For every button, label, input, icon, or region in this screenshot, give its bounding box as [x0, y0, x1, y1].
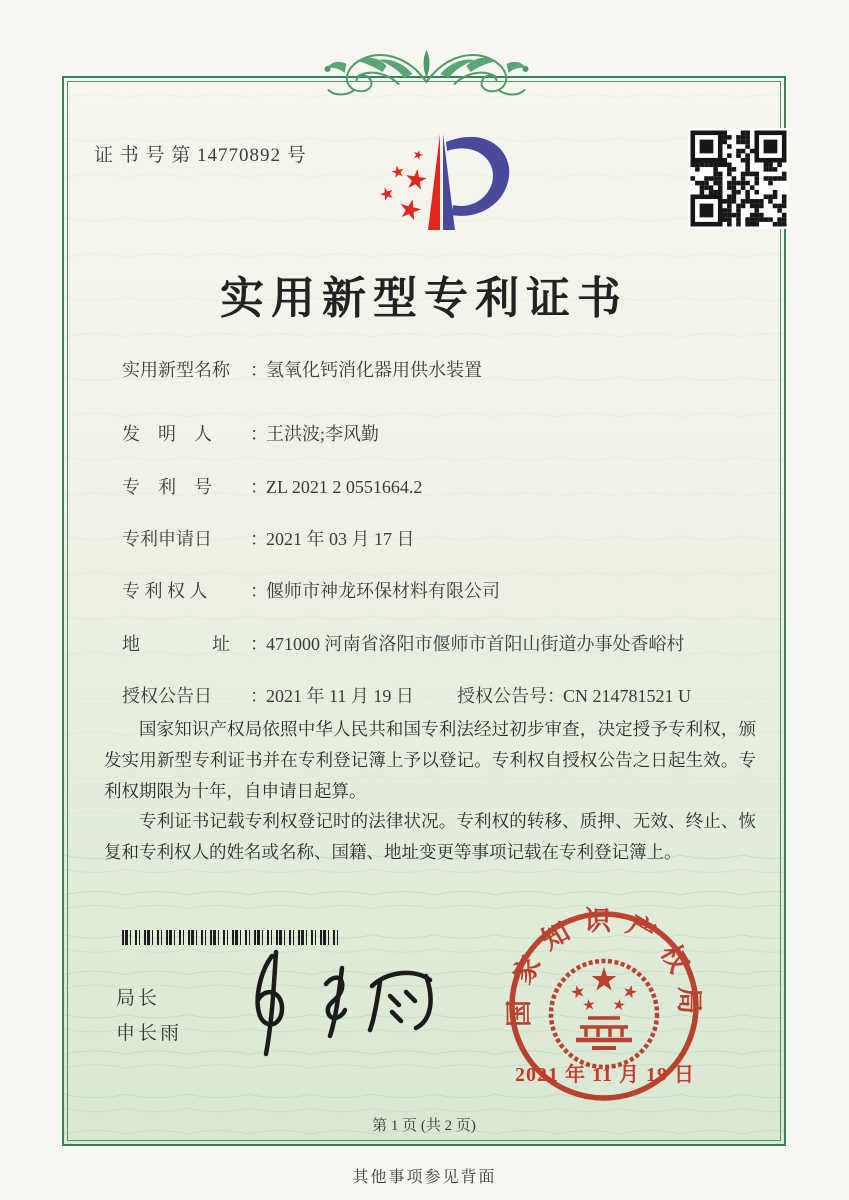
field-row-name — [122, 358, 754, 383]
back-note: 其他事项参见背面 — [352, 1169, 497, 1186]
qr-code-icon — [688, 128, 789, 229]
director-signature-icon — [214, 944, 464, 1064]
cnipa-logo-icon — [342, 122, 542, 254]
field-row-grant-date — [122, 684, 754, 709]
field-value: 2021 年 11 月 19 日 — [266, 686, 414, 706]
field-label: 专 利 号 — [122, 477, 212, 497]
legal-paragraph-2: 专利证书记载专利权登记时的法律状况。专利权的转移、质押、无效、终止、恢复和专利权人的姓名或名称、国籍、地址变更等事项记载在专利登记簿上。 — [104, 811, 756, 863]
field-colon: ： — [250, 686, 268, 706]
barcode-icon — [122, 930, 342, 945]
field-row-address — [122, 632, 754, 657]
field-label: 发 明 人 — [122, 424, 212, 444]
director-block — [116, 981, 182, 1051]
field-row-patent-no — [122, 475, 754, 500]
legal-text-block — [104, 714, 756, 868]
field-label: 实用新型名称 — [122, 360, 230, 380]
certificate-content — [64, 78, 784, 1144]
field-label: 地 址 — [122, 634, 230, 654]
national-emblem-icon — [551, 961, 657, 1067]
certificate-title: 实用新型专利证书 — [220, 274, 628, 323]
field-row-patentee — [122, 579, 754, 604]
seal-text: 国家知识产权局 — [504, 906, 704, 1028]
field-label: 专 利 权 人 — [122, 581, 208, 601]
field-label: 授权公告日 — [122, 686, 212, 706]
field-colon: ： — [547, 686, 565, 706]
seal-date: 2021 年 11 月 19 日 — [515, 1064, 695, 1086]
field-colon: ： — [250, 529, 268, 549]
certificate-number: 证 书 号 第 14770892 号 — [94, 145, 307, 166]
field-label: 授权公告号 — [457, 686, 547, 706]
svg-text:国家知识产权局 — [504, 906, 704, 1027]
field-value: 王洪波;李风勤 — [266, 424, 380, 444]
field-value: 氢氧化钙消化器用供水装置 — [266, 360, 482, 380]
field-value: 2021 年 03 月 17 日 — [266, 529, 415, 549]
director-title: 局长 — [116, 988, 161, 1009]
field-label: 专利申请日 — [122, 529, 212, 549]
field-colon: ： — [250, 634, 268, 654]
field-colon: ： — [250, 477, 268, 497]
director-name: 申长雨 — [116, 1023, 183, 1045]
field-value: ZL 2021 2 0551664.2 — [266, 477, 423, 497]
certificate-border-frame — [62, 76, 786, 1146]
field-colon: ： — [250, 424, 268, 444]
field-row-inventor — [122, 422, 754, 447]
field-value: CN 214781521 U — [563, 686, 692, 706]
field-row-grant-no — [457, 684, 691, 709]
field-colon: ： — [250, 581, 268, 601]
page-number: 第 1 页 (共 2 页) — [372, 1118, 476, 1134]
field-colon: ： — [250, 360, 268, 380]
field-value: 偃师市神龙环保材料有限公司 — [266, 581, 500, 601]
field-value: 471000 河南省洛阳市偃师市首阳山街道办事处香峪村 — [266, 634, 685, 654]
field-row-filing-date — [122, 527, 754, 552]
legal-paragraph-1: 国家知识产权局依照中华人民共和国专利法经过初步审查，决定授予专利权，颁发实用新型专利证书并在专利登记簿上予以登记。专利权自授权公告之日起生效。专利权期限为十年，自申请日起算。 — [104, 719, 756, 801]
